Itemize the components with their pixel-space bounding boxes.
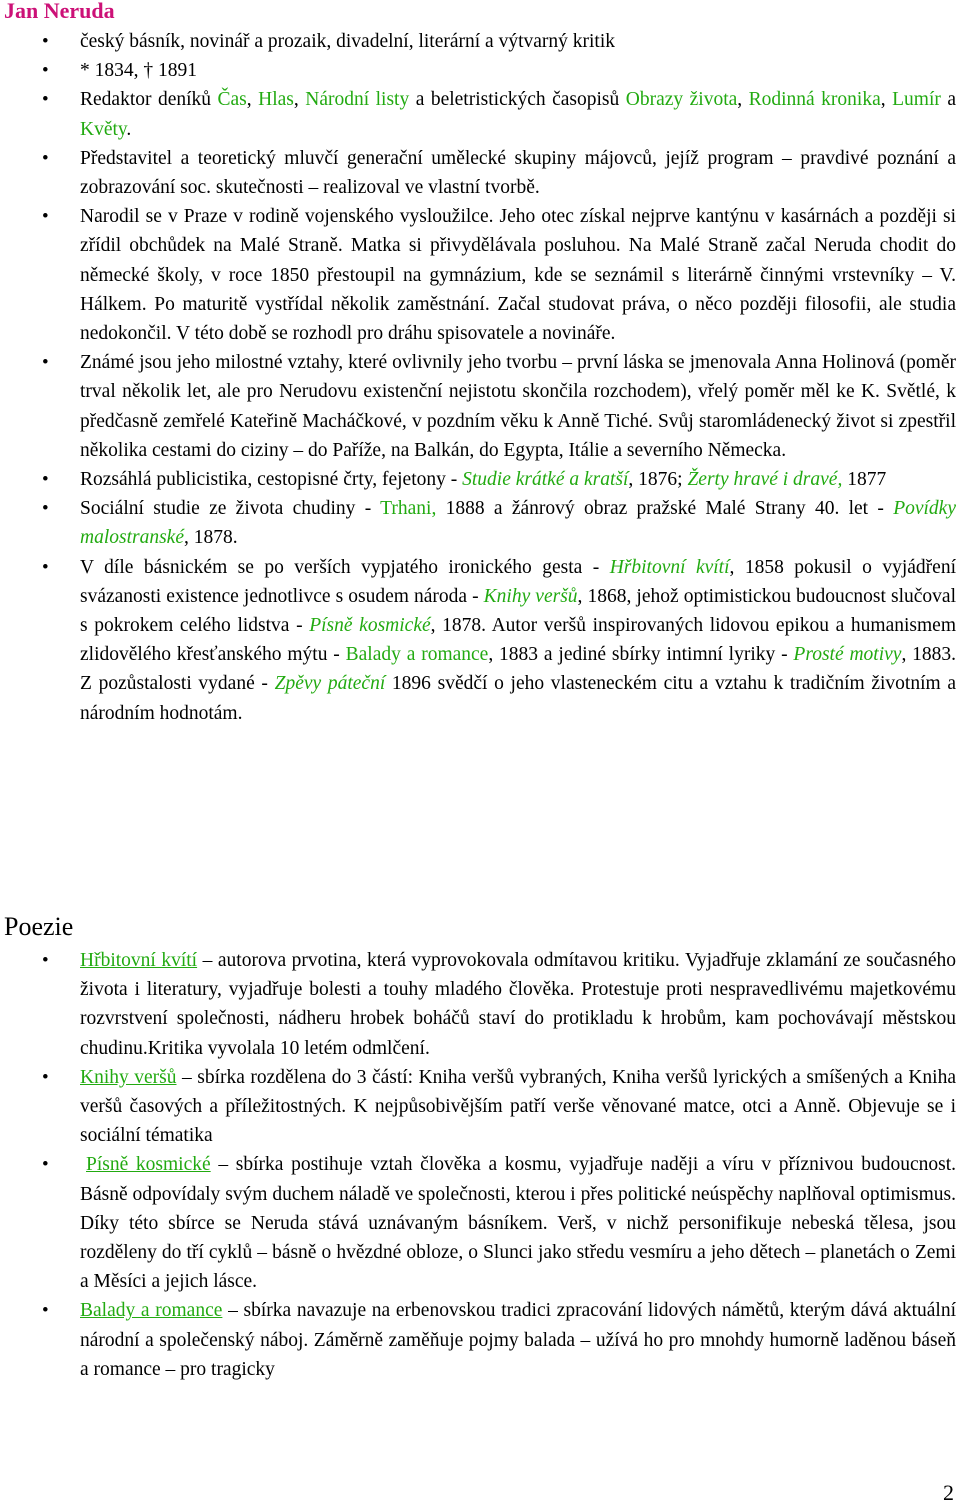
work-title: Knihy veršů (483, 585, 578, 607)
list-item: • Redaktor deníků Čas, Hlas, Národní listy a beletristických časopisů Obrazy života, Rodinná kronika, Lumír a Květy. (0, 85, 960, 143)
poetry-link-knihy-versu[interactable]: Knihy veršů (80, 1066, 177, 1088)
work-title: Hřbitovní kvítí (609, 556, 730, 578)
list-item: • Písně kosmické – sbírka postihuje vztah člověka a kosmu, vyjadřuje naději a víru v příznivou budoucnost. Básně odpovídaly svým duchem náladě ve společnosti, kterou i přes politické neúspěchy naplňoval optimismus. Díky této sbírce se Neruda stává uznávaným básníkem. Verš, v nichž personifikuje nebeská tělesa, jsou rozděleny do tří cyklů – básně o hvězdné obloze, o Slunci jako středu vesmíru a jeho dětech – planetách o Zemi a Měsíci a jejich lásce. (0, 1150, 960, 1296)
newspaper-cas: Čas (217, 89, 247, 111)
list-item: • Balady a romance – sbírka navazuje na erbenovskou tradici zpracování lidových námětů, kterým dává aktuální národní a společenský náboj. Záměrně zaměňuje pojmy balada – užívá ho pro mnohdy humorně laděnou báseň a romance – pro tragicky (0, 1296, 960, 1384)
list-item: • * 1834, † 1891 (0, 56, 960, 85)
work-title: Povídky malostranské (80, 498, 956, 549)
poetry-link-pisne-kosmicke[interactable]: Písně kosmické (86, 1154, 211, 1176)
newspaper-narodni-listy: Národní listy (305, 89, 410, 111)
list-item: • Knihy veršů – sbírka rozdělena do 3 částí: Kniha veršů vybraných, Kniha veršů lyrických a smíšených a Kniha veršů časových a příležitostných. K nejpůsobivějším patří verše věnované matce, otci a Anně. Objevuje se i sociální tématika (0, 1063, 960, 1151)
magazine-obrazy-zivota: Obrazy života (625, 89, 738, 111)
list-item: • Představitel a teoretický mluvčí generační umělecké skupiny májovců, jejíž program – pravdivé poznání a zobrazování soc. skutečnosti – realizoval ve vlastní tvorbě. (0, 144, 960, 202)
list-item: • Rozsáhlá publicistika, cestopisné črty, fejetony - Studie krátké a kratší, 1876; Žerty hravé i dravé, 1877 (0, 465, 960, 494)
poetry-link-hrbitovni-kviti[interactable]: Hřbitovní kvítí (80, 950, 198, 971)
work-title: Trhani, (380, 498, 437, 520)
work-title: Prosté motivy (793, 644, 902, 666)
bio-list (0, 27, 960, 728)
magazine-lumir: Lumír (892, 89, 941, 111)
work-title: Studie krátké a kratší (462, 469, 629, 491)
page-title: Jan Neruda (4, 0, 115, 23)
page-number: 2 (943, 1480, 954, 1505)
poetry-list (0, 946, 960, 1384)
list-item: • Známé jsou jeho milostné vztahy, které ovlivnily jeho tvorbu – první láska se jmenovala Anna Holinová (poměr trval několik let, ale pro Nerudovu existenční nejistotu skončila rozchodem), vřelý poměr měl ke K. Světlé, k předčasně zemřelé Kateřině Macháčkové, v pozdním věku k Anně Tiché. Svůj staromládenecký život si zpestřil několika cestami do ciziny – do Paříže, na Balkán, do Egypta, Itálie a severního Německa. (0, 348, 960, 465)
section-heading-poezie: Poezie (4, 912, 74, 941)
list-item: • V díle básnickém se po verších vypjatého ironického gesta - Hřbitovní kvítí, 1858 pokusil o vyjádření svázanosti existence jednotlivce s osudem národa - Knihy veršů, 1868, jehož optimistickou budoucnost slučoval s pokrokem celého lidstva - Písně kosmické, 1878. Autor veršů inspirovaných lidovou epikou a humanismem zlidovělého křesťanského mýtu - Balady a romance, 1883 a jediné sbírky intimní lyriky - Prosté motivy, 1883. Z pozůstalosti vydané - Zpěvy páteční 1896 svědčí o jeho vlasteneckém citu a vztahu k tradičním životním a národním hodnotám. (0, 553, 960, 728)
list-item: • Hřbitovní kvítí – autorova prvotina, která vyprovokovala odmítavou kritiku. Vyjadřuje zklamání ze současného života i literatury, vyjadřuje bolesti a touhy mladého člověka. Protestuje proti nespravedlivému majetkovému rozvrstvení společnosti, nádheru hrobek boháčů staví do protikladu k hrobům, kam pochovávají městskou chudinu.Kritika vyvolala 10 letém odmlčení. (0, 946, 960, 1063)
magazine-rodinna-kronika: Rodinná kronika (748, 89, 881, 111)
list-item: • Narodil se v Praze v rodině vojenského vysloužilce. Jeho otec získal nejprve kantýnu v kasárnách a později si zřídil obchůdek na Malé Straně. Matka si přivydělávala posluhou. Na Malé Straně začal Neruda chodit do německé školy, v roce 1850 přestoupil na gymnázium, kde se seznámil s literárně činnými vrstevníky – V. Hálkem. Po maturitě vystřídal několik zaměstnání. Začal studovat práva, o něco později filosofii, ale studia nedokončil. V této době se rozhodl pro dráhu spisovatele a novináře. (0, 202, 960, 348)
newspaper-hlas: Hlas (258, 89, 294, 111)
poetry-link-balady-a-romance[interactable]: Balady a romance (80, 1300, 223, 1322)
work-title: Zpěvy páteční (274, 673, 386, 695)
work-title: Žerty hravé i dravé, (687, 469, 843, 491)
list-item: • český básník, novinář a prozaik, divadelní, literární a výtvarný kritik (0, 27, 960, 56)
work-title: Balady a romance (345, 644, 489, 666)
magazine-kvety: Květy (80, 118, 127, 140)
work-title: Písně kosmické (309, 615, 431, 637)
list-item: • Sociální studie ze života chudiny - Trhani, 1888 a žánrový obraz pražské Malé Strany 40. let - Povídky malostranské, 1878. (0, 494, 960, 552)
